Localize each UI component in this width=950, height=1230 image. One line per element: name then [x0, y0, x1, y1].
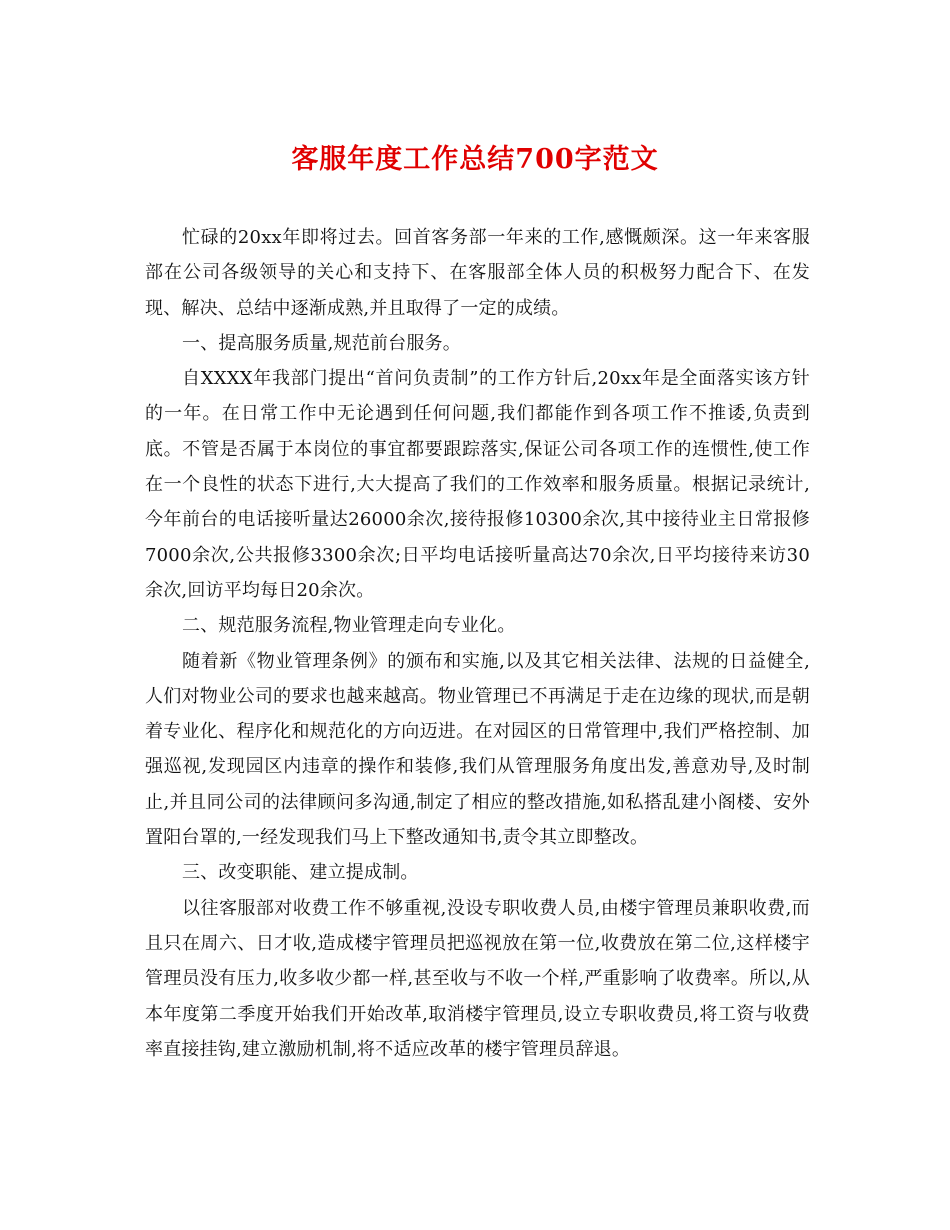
- paragraph-section-1: 自XXXX年我部门提出“首问负责制”的工作方针后,20xx年是全面落实该方针的一年。在日常工作中无论遇到任何问题,我们都能作到各项工作不推诿,负责到底。不管是否属于本岗位的事宜都要跟踪落实,保证公司各项工作的连惯性,使工作在一个良性的状态下进行,大大提高了我们的工作效率和服务质量。根据记录统计,今年前台的电话接听量达26000余次,接待报修10300余次,其中接待业主日常报修7000余次,公共报修3300余次;日平均电话接听量高达70余次,日平均接待来访30余次,回访平均每日20余次。: [145, 368, 810, 601]
- section-heading-1: 一、提高服务质量,规范前台服务。: [182, 332, 461, 354]
- paragraph-section-3: 以往客服部对收费工作不够重视,没设专职收费人员,由楼宇管理员兼职收费,而且只在周六、日才收,造成楼宇管理员把巡视放在第一位,收费放在第二位,这样楼宇管理员没有压力,收多收少都一样,甚至收与不收一个样,严重影响了收费率。所以,从本年度第二季度开始我们开始改革,取消楼宇管理员,设立专职收费员,将工资与收费率直接挂钩,建立激励机制,将不适应改革的楼宇管理员辞退。: [145, 897, 810, 1060]
- paragraph-section-2: 随着新《物业管理条例》的颁布和实施,以及其它相关法律、法规的日益健全,人们对物业公司的要求也越来越高。物业管理已不再满足于走在边缘的现状,而是朝着专业化、程序化和规范化的方向迈进。在对园区的日常管理中,我们严格控制、加强巡视,发现园区内违章的操作和装修,我们从管理服务角度出发,善意劝导,及时制止,并且同公司的法律顾问多沟通,制定了相应的整改措施,如私搭乱建小阁楼、安外置阳台罩的,一经发现我们马上下整改通知书,责令其立即整改。: [145, 650, 810, 849]
- document-body: [145, 220, 810, 1067]
- section-heading-2: 二、规范服务流程,物业管理走向专业化。: [182, 615, 516, 637]
- document-title: 客服年度工作总结700字范文: [291, 144, 659, 175]
- section-heading-3: 三、改变职能、建立提成制。: [182, 862, 419, 884]
- paragraph-intro: 忙碌的20xx年即将过去。回首客务部一年来的工作,感慨颇深。这一年来客服部在公司各级领导的关心和支持下、在客服部全体人员的积极努力配合下、在发现、解决、总结中逐渐成熟,并且取得了一定的成绩。: [145, 227, 810, 319]
